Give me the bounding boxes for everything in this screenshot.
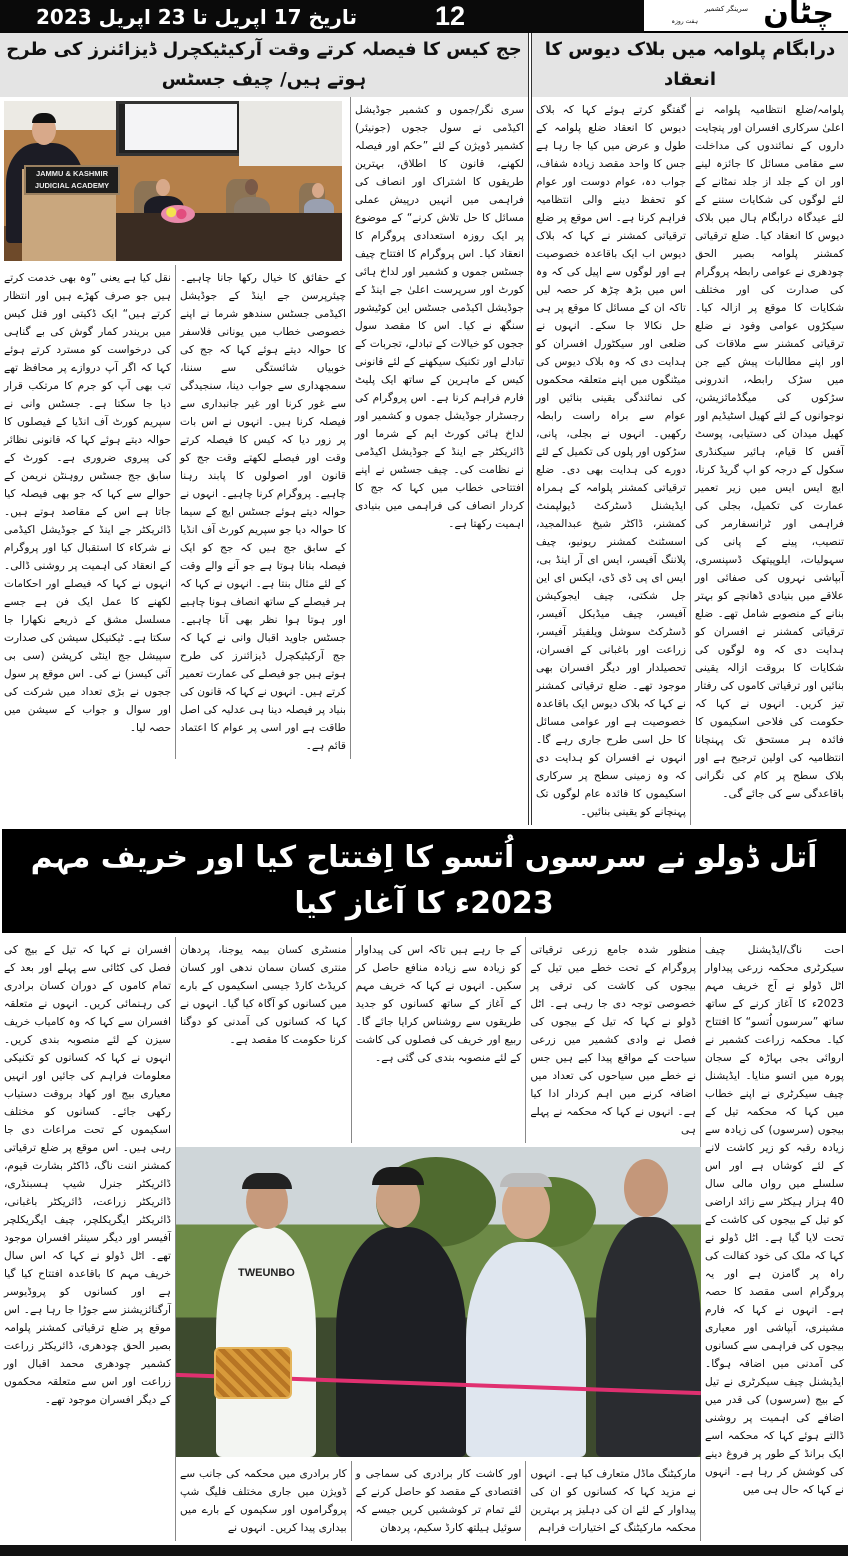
hair (372, 1167, 424, 1185)
page-number: 12 (434, 1, 466, 31)
article-chief-justice (0, 33, 528, 825)
photo-and-columns (175, 937, 700, 1541)
top-articles (0, 33, 848, 825)
person-dark-suit (336, 1227, 466, 1457)
article-block-dev (532, 33, 848, 825)
person-white-shirt (216, 1227, 316, 1457)
article-body (532, 97, 848, 825)
ribbon-cutting-photo (176, 1147, 701, 1457)
head (312, 183, 324, 198)
article-column: پلوامہ/ضلع انتظامیہ پلوامہ نے اعلیٰ سرکاری افسران اور پنچایت داروں کے نمائندوں کی مداخلت سے مقامی مسائل کا جائزہ لینے اور ان کے جلد از جلد نمٹانے کے لئے لوگوں کی شکایات سننے کے لئے عیدگاہ درابگام ہال میں بلاک دیوس کا انعقاد کیا۔ ضلع ترقیاتی کمشنر پلوامہ بصیر الحق چودھری نے عوامی رابطہ پروگرام کی صدارت کی اور مختلف شکایات کا موقع پر ازالہ کیا۔ سیکڑوں عوامی وفود نے ضلع ترقیاتی کمشنر سے ملاقات کی اور اپنے مطالبات پیش کیے جن میں سڑک رابطہ، اندرونی سڑکوں کی میگڈمائزیشن، نوجوانوں کے لئے کھیل اسٹیڈیم اور کھیل میدان کی دستیابی، پوسٹ آفس کا قیام، ہائیر سیکنڈری سکول کے درجہ کو اپ گریڈ کرنا، ایچ ایس ایس میں زیر تعمیر عمارت کی تکمیل، بجلی کی فراہمی اور ٹرانسفارمر کی تنصیب، پینے کے پانی کی سہولیات، ایلوپیتھک ڈسپنسری، آبپاشی نہروں کی صفائی اور علاقے میں بنیادی ڈھانچے کو بہتر بنانے کے منصوبے شامل تھے۔ ضلع ترقیاتی کمشنر نے افسران کو ہدایت دی کہ وہ لوگوں کی شکایات کا بروقت ازالہ یقینی بنائیں اور ترقیاتی کاموں کی رفتار تیز کریں۔ انہوں نے کہا کہ حکومت کی فلاحی اسکیموں کا فائدہ ہر مستحق تک پہنچانا انتظامیہ کی اولین ترجیح ہے اور بلاک سطح پر کام کی نگرانی باقاعدگی سے کی جائے گی۔ (690, 97, 848, 825)
head (624, 1159, 668, 1217)
newspaper-logo-box (644, 0, 848, 33)
masthead-bar (0, 0, 848, 33)
article-column: کار برادری میں محکمہ کی جانب سے ڈویژن میں جاری مختلف فلیگ شپ پروگراموں اور سکیموں کے بارے میں بیداری پیدا کریں۔ انہوں نے (180, 1468, 347, 1534)
podium-sign-line: JAMMU & KASHMIR (35, 169, 109, 178)
article-column: سری نگر/جموں و کشمیر جوڈیشل اکیڈمی نے سول ججوں (جونیئر) کشمیر ڈویژن کے لئے ”حکم اور فیصلہ لکھنے، قانون کا اطلاق، بہترین طریقوں کا اشتراک اور انصاف کی فراہمی میں انہیں درپیش عملی مسائل کا حل تلاش کرنے“ کے موضوع پر ایک روزہ استعدادی پروگرام کا انعقاد کیا۔ اس پروگرام کا افتتاح چیف جسٹس جموں و کشمیر اور لداخ ہائی کورٹ اور سرپرست اعلیٰ جے اینڈ کے جوڈیشل اکیڈمی جسٹس این کوٹیشور سنگھ نے کیا۔ اس کا مقصد سول ججوں کو خیالات کے تبادلے، تجربات کے تبادلے اور تکنیک سیکھنے کے لئے قانونی کیس کے ماہرین کے ساتھ ایک پلیٹ فارم فراہم کرنا ہے۔ اس پروگرام کی رجسٹرار جوڈیشل جموں و کشمیر اور لداخ ہائی کورٹ ایم کے شرما اور ڈائریکٹر جے اینڈ کے جوڈیشل اکیڈمی نے نظامت کی۔ چیف جسٹس نے اپنے افتتاحی خطاب میں کہا کہ جج کا کردار انصاف کی فراہمی میں بنیادی اہمیت رکھتا ہے۔ (350, 97, 528, 759)
columns-under-photo (0, 265, 350, 759)
hair (242, 1173, 292, 1189)
article-column: مارکیٹنگ ماڈل متعارف کیا ہے۔ انہوں نے مزید کہا کہ کسانوں کو ان کی پیداوار کے لئے ان کی دہلیز پر بہترین محکمہ مارکیٹنگ کے اختیارات فراہم (525, 1461, 700, 1541)
hair (500, 1173, 552, 1187)
article-column: منظور شدہ جامع زرعی ترقیاتی پروگرام کے تحت خطے میں تیل کے بیجوں کی کاشت کی ترقی پر خصوصی توجہ دی جا رہی ہے۔ اٹل ڈولو نے کہا کہ تیل کے بیجوں کی فصل نے وادی کشمیر میں زرعی سیاحت کے مواقع پیدا کیے ہیں جس نے خطے میں سیاحوں کی تعداد میں اضافہ کرنے میں اہم کردار ادا کیا ہے۔ انہوں نے کہا کہ محکمہ نے پہلے ہی (525, 937, 700, 1143)
article-column: نقل کیا ہے یعنی ”وہ بھی خدمت کرتے ہیں جو صرف کھڑے ہیں اور انتظار کرتے ہیں“ ایک ڈکیتی اور قتل کیس میں بریندر کمار گوش کی بے گناہی کی درخواست کو مسترد کرتے ہوئے کہا کہ اگر آپ دروازے پر محافظ تھے تب بھی آپ کو جرم کا مرتکب قرار دیا جا سکتا ہے۔ جسٹس وانی نے سپریم کورٹ آف انڈیا کے فیصلوں کا حوالہ دیتے ہوئے کہا کہ قانونی نظائر کی پیروی ضروری ہے۔ کورٹ کے سابق جج جسٹس روہنٹن نریمن کے حوالے سے کہا کہ جو بھی فیصلہ کیا جاتا ہے اس کے مقاصد ہوتے ہیں۔ ڈائریکٹر جے اینڈ کے جوڈیشل اکیڈمی نے شرکاء کا استقبال کیا اور پروگرام کے انعقاد کی اہمیت پر روشنی ڈالی۔ انہوں نے کہا کہ فیصلے اور احکامات لکھنے کا عمل ایک فن ہے جسے مسلسل مشق کے ذریعے نکھارا جا سکتا ہے۔ ٹیکنیکل سیشن کی صدارت سپیشل جج اینٹی کرپشن (سی بی آئی کیسز) نے کی۔ اس موقع پر سول ججوں نے بڑی تعداد میں شرکت کی اور سوال و جواب کے سیشن میں حصہ لیا۔ (4, 272, 171, 734)
wall-panel (239, 101, 342, 166)
headline-chief-justice: جج کیس کا فیصلہ کرتے وقت آرکیٹیکچرل ڈیزائنرز کی طرح ہوتے ہیں/ چیف جسٹس (0, 33, 528, 97)
judicial-academy-photo (4, 101, 342, 261)
article-column: کے حقائق کا خیال رکھا جانا چاہیے۔ چیئرپرسن جے اینڈ کے جوڈیشل اکیڈمی جسٹس سندھو شرما نے اپنے خصوصی خطاب میں یونانی فلاسفر کا حوالہ دیتے ہوئے کہا کہ جج کی خوبیاں شائستگی سے سننا، سمجھداری سے جواب دینا، سنجیدگی سے غور کرنا اور غیر جانبداری سے فیصلہ کرنا ہیں۔ انہوں نے اس بات پر زور دیا کہ کیس کا فیصلہ کرتے وقت اور فیصلے لکھتے وقت جج کو قانون اور اصولوں کا پابند رہنا چاہیے۔ پروگرام کرنا چاہیے۔ انہوں نے حوالہ دیتے ہوئے جسٹس ایچ کے سیما کا حوالہ دیا جو سپریم کورٹ آف انڈیا کے سابق جج ہیں کہ جج کو ایک فیصلہ بنانا ہوتا ہے جو آنے والے وقت کے لئے مثال بنتا ہے۔ انہوں نے کہا کہ ہر فیصلے کے ساتھ انصاف ہونا چاہیے اور ہوتا ہوا نظر بھی آنا چاہیے۔ جسٹس جاوید اقبال وانی نے کہا کہ جج آرکیٹیکچرل ڈیزائنرز کی طرح ہوتے ہیں جو فیصلے کی عمارت تعمیر کرتے ہیں۔ انہوں نے کہا کہ قانون کی بنیاد پر فیصلہ دینا ہی عدلیہ کی اصل طاقت ہے اور اسی پر عوام کا اعتماد قائم ہے۔ (175, 265, 350, 759)
screen-surface (125, 104, 237, 150)
newspaper-logo: چٹان (763, 0, 834, 31)
article-column: کے جا رہے ہیں تاکہ اس کی پیداوار کو زیادہ سے زیادہ منافع حاصل کر سکیں۔ انہوں نے کہا کہ خریف مہم کے آغاز کے ساتھ کسانوں کو جدید طریقوں سے روشناس کرایا جائے گا۔ ربیع اور خریف کی فصلوں کی کاشت کے لئے منصوبہ بندی کی گئی ہے۔ (351, 937, 526, 1143)
newspaper-city: سرینگر کشمیر (704, 5, 748, 13)
podium-sign (24, 165, 120, 195)
person-light-shirt (466, 1242, 586, 1457)
head (156, 179, 170, 196)
issue-date: تاریخ 17 اپریل تا 23 اپریل 2023 (36, 4, 357, 29)
head (245, 179, 258, 195)
columns-below-photo (176, 1461, 700, 1541)
columns-above-photo (176, 937, 700, 1143)
projection-screen (116, 101, 246, 156)
headline-banner-mustard-festival: اَتل ڈولو نے سرسوں اُتسو کا اِفتتاح کیا اور خریف مہم 2023ء کا آغاز کیا (2, 829, 846, 933)
headline-block-dev: درابگام پلوامہ میں بلاک دیوس کا انعقاد (532, 33, 848, 97)
photo-and-columns (0, 97, 350, 759)
article-column: افسران نے کہا کہ تیل کے بیج کی فصل کی کٹائی سے پہلے اور بعد کے تمام کاموں کے دوران کسان برادری کی رہنمائی کریں۔ انہوں نے متعلقہ افسران سے کہا کہ وہ کامیاب خریف سیزن کے لئے منصوبہ بندی کریں۔ انہوں نے کہا کہ کسانوں کو تکنیکی معلومات فراہم کی جائیں اور انہیں معیاری بیج اور کھاد بروقت دستیاب رکھی جائے۔ کسانوں کو مختلف اسکیموں کے تحت مراعات دی جا رہی ہیں۔ اس موقع پر ضلع ترقیاتی کمشنر اننت ناگ، ڈاکٹر بشارت قیوم، ڈائریکٹر جنرل شیپ ہسبنڈری، ڈائریکٹر زراعت، ڈائریکٹر باغبانی، ڈائریکٹر ایگریکلچر، چیف ایگریکلچر آفیسر اور دیگر سینئر افسران موجود تھے۔ اٹل ڈولو نے کہا کہ اس سال خریف مہم کا باقاعدہ افتتاح کیا گیا ہے اور کسانوں کو پروڈیوسر آرگنائزیشنز سے جوڑا جا رہا ہے۔ اس موقع پر ضلع ترقیاتی کمشنر پلوامہ بصیر الحق چودھری، ڈائریکٹر زراعت کشمیر چودھری محمد اقبال اور زراعت اور اس سے متعلقہ محکموں کے دیگر افسران موجود تھے۔ (4, 944, 171, 1406)
person-dark-jacket (596, 1217, 701, 1457)
hair (32, 113, 56, 123)
flower-bouquet (161, 205, 195, 223)
footer-bar (0, 1545, 848, 1556)
article-column: اور کاشت کار برادری کی سماجی و اقتصادی کے مقصد کو حاصل کرنے کے لئے تمام تر کوششیں کریں جیسے کہ سوئیل ہیلتھ کارڈ سکیم، پردھان (351, 1461, 526, 1541)
podium-sign-line: JUDICIAL ACADEMY (34, 181, 110, 190)
dais-table (114, 213, 342, 261)
article-column: احت ناگ/ایڈیشنل چیف سیکرٹری محکمہ زرعی پیداوار اٹل ڈولو نے آج خریف مہم 2023ء کا آغاز کرنے کے ساتھ ساتھ ”سرسوں اُتسو“ کا افتتاح کیا۔ محکمہ زراعت کشمیر نے اروائی بجی بہاڑہ کے سجان پورہ میں اتسو منایا۔ ایڈیشنل چیف سیکرٹری نے اپنے خطاب میں کہا کہ محکمہ تیل کے بیجوں (سرسوں) کی زیادہ سے زیادہ رقبہ کو زیر کاشت لانے کے لئے کوشاں ہے اور اس سلسلے میں رواں مالی سال 40 ہزار ہیکٹر سے زائد اراضی کو تیل کے بیجوں کی کاشت کے تحت لایا گیا ہے۔ اٹل ڈولو نے کہا کہ ملک کی خود کفالت کی راہ پر گامزن ہے اور یہ پروگرام اسی مقصد کا حصہ ہے۔ انہوں نے کہا کہ فارم مشینری، آبپاشی اور معیاری بیجوں کی فراہمی سے کسانوں کی آمدنی میں اضافہ ہوگا۔ ایڈیشنل چیف سیکرٹری نے تیل کے بیج (سرسوں) کی قدر میں اضافے کی اہمیت پر روشنی ڈالتے ہوئے کہا کہ محکمہ اسے ایک برانڈ کے طور پر فروغ دینے کی کوشش کر رہا ہے۔ انہوں نے کہا کہ حال ہی میں (700, 937, 848, 1541)
article-column: گفتگو کرتے ہوئے کہا کہ بلاک دیوس کا انعقاد ضلع پلوامہ کے طول و عرض میں کیا جا رہا ہے جس کا واحد مقصد زیادہ شفاف، جواب دہ، عوام دوست اور عوام کو تحفظ دینے والی انتظامیہ فراہم کرنا ہے۔ اس موقع پر ضلع ترقیاتی کمشنر نے کہا کہ بلاک دیوس اب ایک باقاعدہ خصوصیت ہے اور لوگوں سے اپیل کی کہ وہ اس میں بڑھ چڑھ کر حصہ لیں تاکہ ان کے مسائل کا موقع پر ہی حل نکالا جا سکے۔ انہوں نے ضلعی اور سیکٹورل افسران کو ہدایت دی کہ وہ بلاک دیوس کی میٹنگوں میں اپنے متعلقہ محکموں کی نمائندگی یقینی بنائیں اور عوام سے براہ راست رابطہ رکھیں۔ انہوں نے بجلی، پانی، سڑکوں اور پلوں کی تکمیل کے لئے دورے کی ہدایت بھی دی۔ ضلع ترقیاتی کمشنر پلوامہ کے ہمراہ ایڈیشنل ڈسٹرکٹ ڈیولپمنٹ کمشنر، ڈاکٹر شیخ عبدالمجید، اسسٹنٹ کمشنر ریونیو، چیف پلاننگ آفیسر، ایس ای آر اینڈ بی، ایس ای پی ڈی ڈی، ایکس ای این جل شکتی، چیف ایجوکیشن آفیسر، چیف میڈیکل آفیسر، ڈسٹرکٹ سوشل ویلفیئر آفیسر، زراعت اور باغبانی کے افسران، تحصیلدار اور دیگر افسران بھی موجود تھے۔ ضلع ترقیاتی کمشنر نے کہا کہ بلاک دیوس ایک باقاعدہ خصوصیت ہے اور عوامی مسائل کا حل اسی طرح جاری رہے گا۔ انہوں نے افسران کو ہدایت دی کہ وہ زمینی سطح پر سرکاری اسکیموں کا فائدہ عام لوگوں تک پہنچانے کو یقینی بنائیں۔ (535, 104, 686, 818)
ceremony-basket (214, 1347, 292, 1399)
article-body (0, 97, 528, 759)
article-column: منسٹری کسان بیمہ یوجنا، پردھان منتری کسان سمان ندھی اور کسان کریڈٹ کارڈ جیسی اسکیموں کے بارے میں کسانوں کو آگاہ کیا گیا۔ انہوں نے کہا کہ کسانوں کی آمدنی کو دوگنا کرنا حکومت کا مقصد ہے۔ (180, 944, 347, 1046)
tshirt-print: TWEUNBO (238, 1267, 295, 1279)
newspaper-frequency: ہفت روزہ (671, 18, 698, 25)
article-mustard-festival (0, 937, 848, 1541)
